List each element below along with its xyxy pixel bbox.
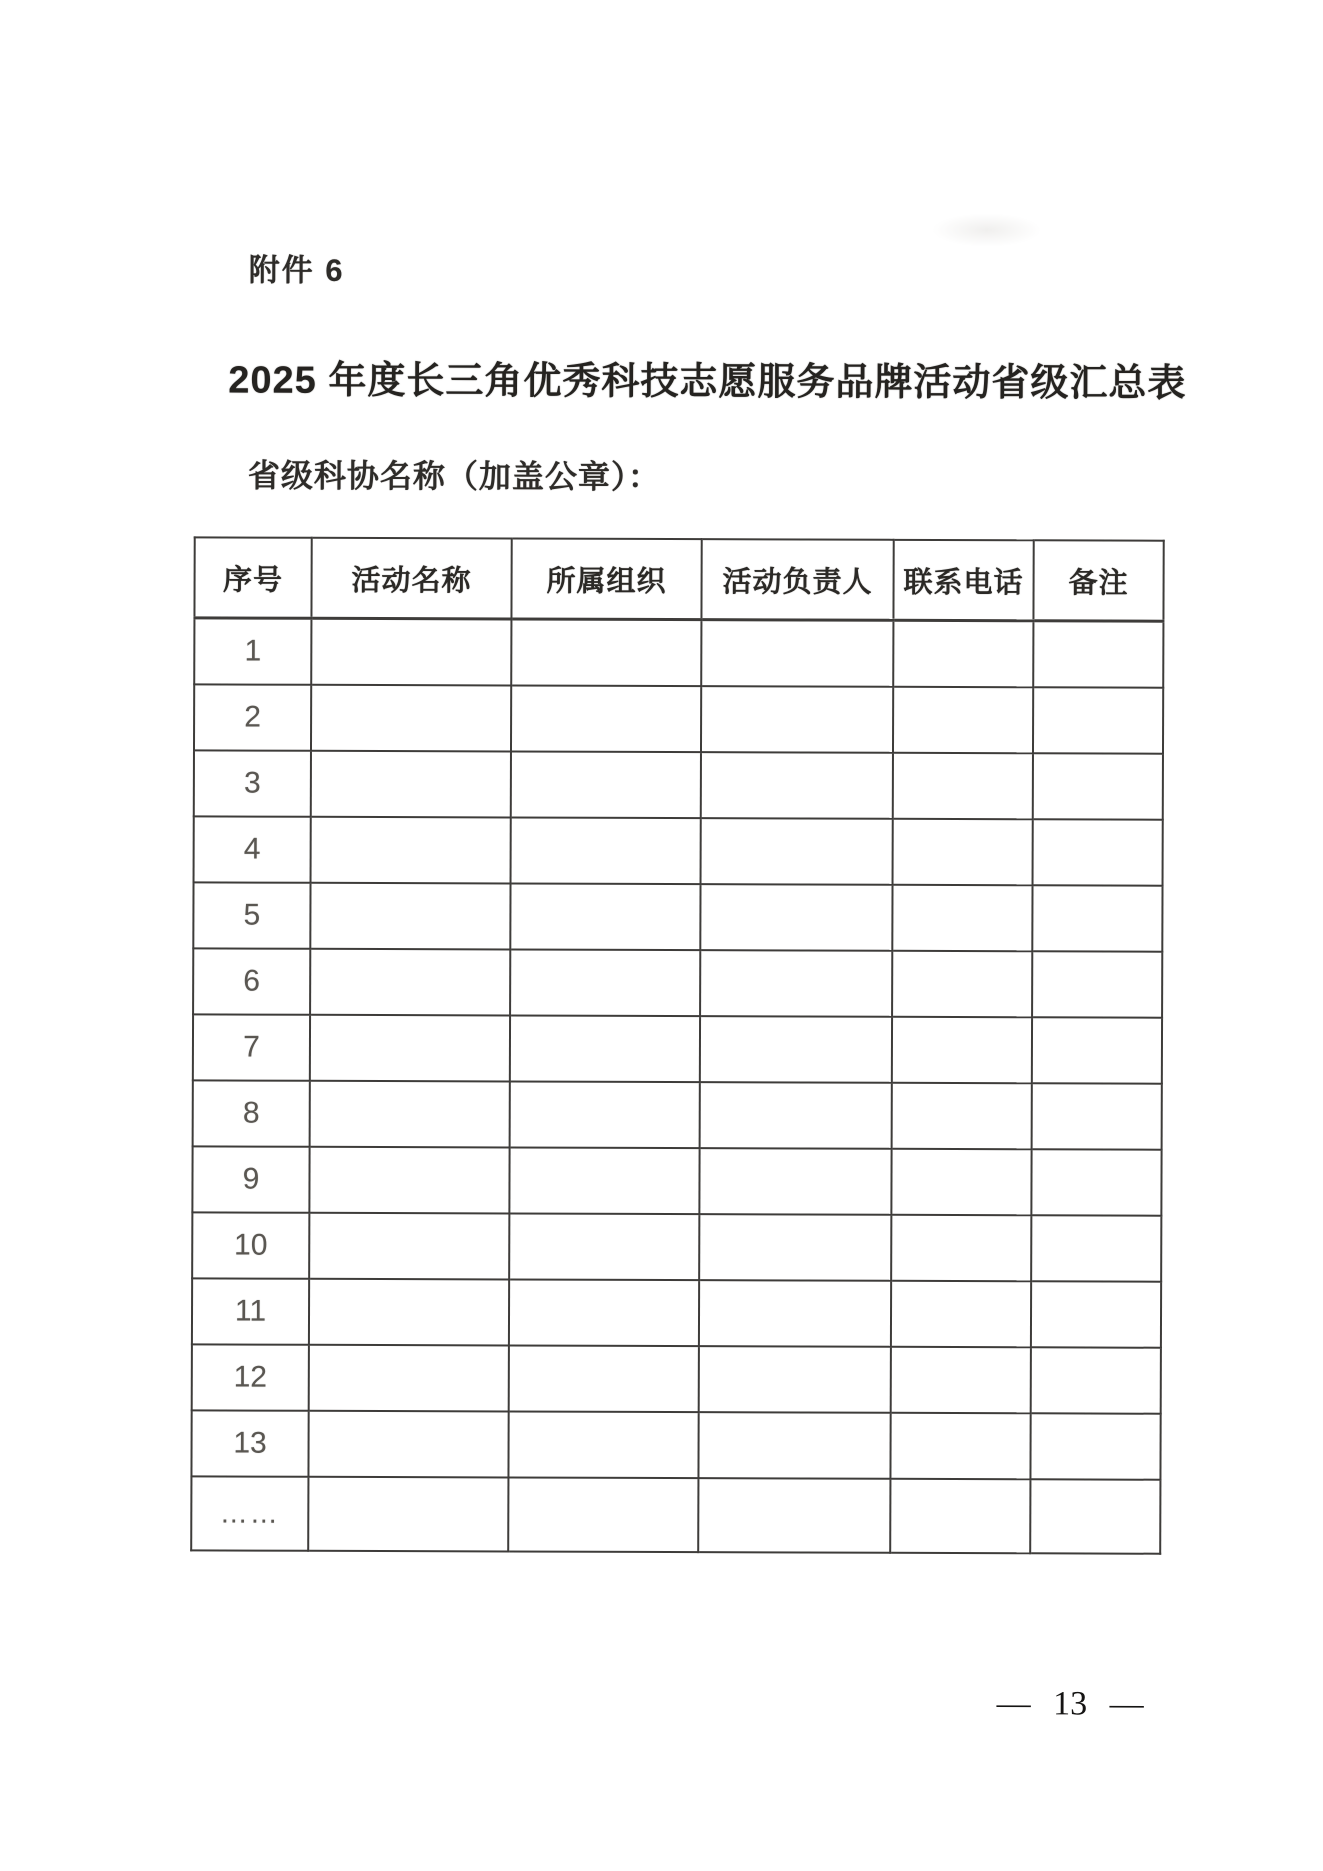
empty-cell [699, 1148, 891, 1215]
empty-cell [893, 620, 1033, 687]
empty-cell [1033, 753, 1163, 819]
empty-cell [1033, 687, 1163, 753]
empty-cell [891, 1281, 1031, 1347]
empty-cell [1031, 1149, 1161, 1215]
empty-cell [892, 1017, 1032, 1083]
row-number-cell: 13 [191, 1410, 308, 1476]
row-number-cell: 9 [192, 1146, 309, 1212]
empty-cell [311, 751, 511, 818]
table-row [193, 882, 1162, 951]
table-row [194, 618, 1163, 688]
table-row [193, 1014, 1162, 1083]
empty-cell [508, 1411, 698, 1478]
column-header-person-in-charge: 活动负责人 [701, 539, 893, 620]
empty-cell [309, 1345, 509, 1412]
column-header-index: 序号 [194, 537, 311, 618]
table-row [191, 1476, 1160, 1553]
empty-cell [893, 819, 1033, 885]
column-header-contact-phone: 联系电话 [893, 540, 1033, 621]
row-number-cell: 12 [192, 1344, 309, 1410]
empty-cell [892, 951, 1032, 1017]
attachment-label: 附件 6 [248, 252, 345, 288]
empty-cell [699, 1214, 891, 1281]
empty-cell [511, 817, 701, 884]
row-number-cell: 8 [193, 1080, 310, 1146]
empty-cell [1032, 1017, 1162, 1083]
empty-cell [1031, 1215, 1161, 1281]
empty-cell [1032, 951, 1162, 1017]
table-row [193, 1080, 1162, 1149]
scan-smudge [932, 213, 1042, 247]
document-title: 2025 年度长三角优秀科技志愿服务品牌活动省级汇总表 [228, 359, 1187, 405]
empty-cell [699, 1346, 891, 1413]
empty-cell [698, 1412, 890, 1479]
row-number-cell: 4 [194, 816, 311, 882]
empty-cell [701, 686, 893, 753]
row-number-cell: 5 [193, 882, 310, 948]
empty-cell [310, 883, 510, 950]
empty-cell [510, 883, 700, 950]
empty-cell [308, 1411, 508, 1478]
column-header-activity-name: 活动名称 [311, 538, 511, 619]
empty-cell [309, 1147, 509, 1214]
row-number-cell: 11 [192, 1278, 309, 1344]
empty-cell [890, 1413, 1030, 1479]
empty-cell [891, 1215, 1031, 1281]
table-row [194, 750, 1163, 819]
empty-cell [1031, 1281, 1161, 1347]
table-row [192, 1344, 1161, 1413]
table-row [191, 1410, 1160, 1479]
empty-cell [510, 1081, 700, 1148]
column-header-organization: 所属组织 [511, 538, 701, 619]
empty-cell [509, 1147, 699, 1214]
empty-cell [509, 1279, 699, 1346]
table-row [192, 1212, 1161, 1281]
summary-table [190, 536, 1165, 1554]
empty-cell [700, 950, 892, 1017]
empty-cell [510, 949, 700, 1016]
row-number-cell: 10 [192, 1212, 309, 1278]
empty-cell [310, 1081, 510, 1148]
empty-cell [310, 949, 510, 1016]
empty-cell [1030, 1479, 1160, 1553]
empty-cell [892, 885, 1032, 951]
empty-cell [1033, 819, 1163, 885]
empty-cell [311, 685, 511, 752]
empty-cell [1030, 1413, 1160, 1479]
empty-cell [893, 753, 1033, 819]
column-header-remarks: 备注 [1033, 540, 1163, 621]
empty-cell [510, 1015, 700, 1082]
row-number-cell: …… [191, 1476, 308, 1550]
empty-cell [1032, 885, 1162, 951]
org-name-label: 省级科协名称（加盖公章）： [247, 457, 662, 495]
empty-cell [701, 818, 893, 885]
empty-cell [892, 1083, 1032, 1149]
empty-cell [893, 687, 1033, 753]
empty-cell [698, 1478, 890, 1553]
empty-cell [699, 1280, 891, 1347]
empty-cell [311, 817, 511, 884]
table-row [192, 1146, 1161, 1215]
empty-cell [509, 1345, 699, 1412]
empty-cell [890, 1479, 1030, 1553]
row-number-cell: 7 [193, 1014, 310, 1080]
empty-cell [1031, 1347, 1161, 1413]
table-row [192, 1278, 1161, 1347]
table-body [191, 618, 1163, 1554]
empty-cell [508, 1477, 698, 1552]
empty-cell [700, 884, 892, 951]
table-row [193, 948, 1162, 1017]
empty-cell [308, 1477, 508, 1552]
empty-cell [891, 1347, 1031, 1413]
table-row [194, 816, 1163, 885]
empty-cell [1033, 621, 1163, 688]
empty-cell [509, 1213, 699, 1280]
row-number-cell: 1 [194, 618, 311, 685]
empty-cell [309, 1213, 509, 1280]
table-row [194, 684, 1163, 753]
empty-cell [1032, 1083, 1162, 1149]
empty-cell [700, 1016, 892, 1083]
empty-cell [311, 618, 511, 685]
row-number-cell: 6 [193, 948, 310, 1014]
page-number: — 13 — [996, 1685, 1144, 1723]
empty-cell [511, 619, 701, 686]
empty-cell [701, 752, 893, 819]
empty-cell [701, 620, 893, 687]
row-number-cell: 3 [194, 750, 311, 816]
empty-cell [700, 1082, 892, 1149]
row-number-cell: 2 [194, 684, 311, 750]
empty-cell [891, 1149, 1031, 1215]
empty-cell [511, 685, 701, 752]
empty-cell [309, 1279, 509, 1346]
header-row [194, 537, 1163, 621]
empty-cell [310, 1015, 510, 1082]
empty-cell [511, 751, 701, 818]
